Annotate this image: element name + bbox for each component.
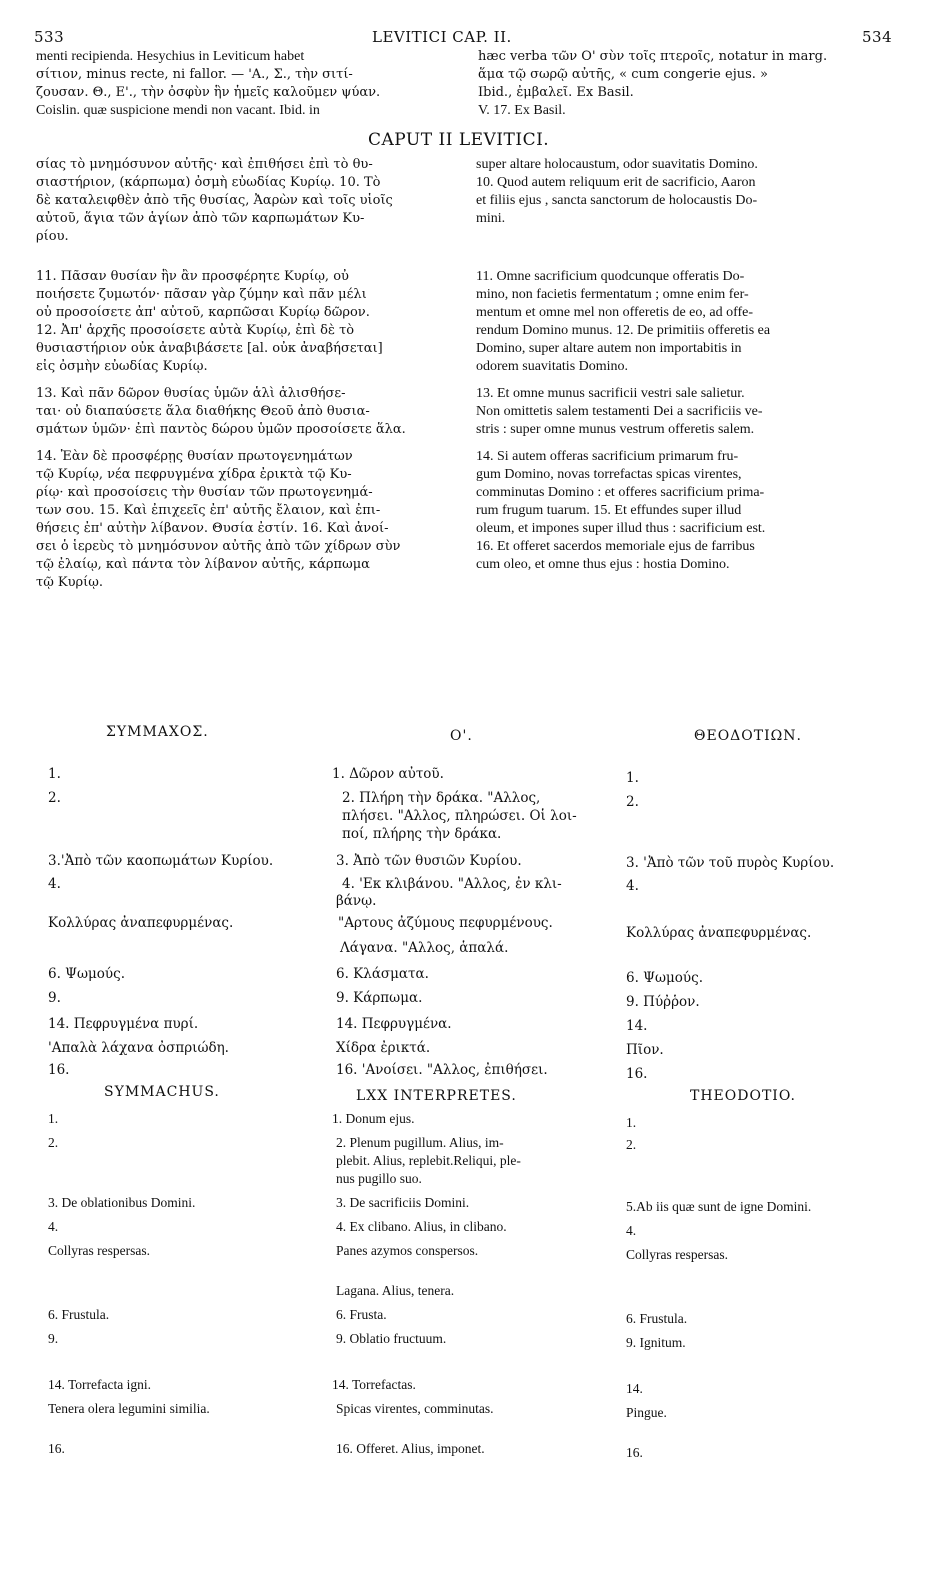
hexapla-greek-theodotion-10: 16.: [626, 1066, 648, 1082]
text-line: Non omittetis salem testamenti Dei a sacrificiis ve-: [476, 404, 763, 419]
hexapla-greek-lxx-2: 2. Πλήρη τὴν δράκα. "Αλλος,: [342, 790, 541, 806]
text-line: εἰς ὀσμὴν εὐωδίας Κυρίῳ.: [36, 359, 208, 374]
hexapla-greek-theodotion-7: 9. Πύῤῥον.: [626, 994, 700, 1010]
note-line: ἅμα τῷ σωρῷ αὐτῆς, « cum congerie ejus. »: [478, 67, 768, 82]
hexapla-greek-lxx-5: 3. Ἀπὸ τῶν θυσιῶν Κυρίου.: [336, 853, 522, 869]
text-line: rendum Domino munus. 12. De primitiis offeretis ea: [476, 323, 771, 338]
hexapla-latin-theodotion-9: Pingue.: [626, 1405, 667, 1420]
hexapla-latin-header-theodotion: THEODOTIO.: [690, 1088, 796, 1104]
hexapla-latin-lxx-6: 4. Ex clibano. Alius, in clibano.: [336, 1219, 507, 1234]
hexapla-latin-theodotion-7: 9. Ignitum.: [626, 1335, 686, 1350]
hexapla-latin-theodotion-8: 14.: [626, 1381, 643, 1396]
hexapla-latin-symmachus-5: Collyras respersas.: [48, 1243, 150, 1258]
text-line: stris : super omne munus vestrum offeretis salem.: [476, 422, 755, 437]
hexapla-latin-theodotion-4: 4.: [626, 1223, 637, 1238]
latin-paragraph: [476, 268, 912, 376]
text-line: et filiis ejus , sancta sanctorum de holocaustis Do-: [476, 193, 758, 208]
text-line: mini.: [476, 211, 506, 226]
latin-paragraph: [476, 156, 912, 228]
hexapla-greek-lxx-11: 9. Κάρπωμα.: [336, 990, 423, 1006]
hexapla-greek-lxx-9: Λάγανα. "Αλλος, ἁπαλά.: [340, 940, 509, 956]
latin-paragraph: [476, 448, 912, 574]
note-line: Ibid., ἐμβαλεῖ. Ex Basil.: [478, 85, 634, 100]
hexapla-latin-symmachus-3: 3. De oblationibus Domini.: [48, 1195, 196, 1210]
note-line: σίτιον, minus recte, ni fallor. — 'Α., Σ., τὴν σιτί-: [36, 67, 353, 82]
running-title: LEVITICI CAP. II.: [372, 28, 512, 46]
hexapla-latin-lxx-10: 9. Oblatio fructuum.: [336, 1331, 447, 1346]
greek-paragraph: [36, 268, 466, 376]
text-line: σιαστήριον, (κάρπωμα) ὀσμὴ εὐωδίας Κυρίῳ. 10. Τὸ: [36, 175, 381, 190]
caput-title: CAPUT II LEVITICI.: [368, 130, 550, 150]
note-line: ζουσαν. Θ., Ε'., τὴν ὀσφὺν ἣν ἡμεῖς καλοῦμεν ψύαν.: [36, 85, 381, 100]
hexapla-greek-theodotion-2: 2.: [626, 794, 639, 810]
hexapla-greek-lxx-12: 14. Πεφρυγμένα.: [336, 1016, 452, 1032]
greek-paragraph: [36, 156, 466, 246]
hexapla-greek-symmachus-6: 6. Ψωμούς.: [48, 966, 125, 982]
text-line: super altare holocaustum, odor suavitatis Domino.: [476, 157, 758, 172]
page-number-left: 533: [34, 28, 65, 46]
text-line: σμάτων ὑμῶν· ἐπὶ παντὸς δώρου ὑμῶν προσοίσετε ἅλα.: [36, 422, 406, 437]
text-line: δὲ καταλειφθὲν ἀπὸ τῆς θυσίας, Ἀαρὼν καὶ τοῖς υἱοῖς: [36, 193, 393, 208]
hexapla-latin-symmachus-4: 4.: [48, 1219, 59, 1234]
hexapla-latin-symmachus-9: Tenera olera legumini similia.: [48, 1401, 210, 1416]
text-line: ρίῳ· καὶ προσοίσεις τὴν θυσίαν τῶν πρωτογενημά-: [36, 485, 373, 500]
text-line: αὐτοῦ, ἅγια τῶν ἁγίων ἀπὸ τῶν καρπωμάτων Κυ-: [36, 211, 365, 226]
hexapla-greek-symmachus-7: 9.: [48, 990, 61, 1006]
hexapla-greek-lxx-13: Χίδρα ἐρικτά.: [336, 1040, 431, 1056]
text-line: comminutas Domino : et offeres sacrificium prima-: [476, 485, 765, 500]
text-line: ται· οὐ διαπαύσετε ἅλα διαθήκης Θεοῦ ἀπὸ θυσια-: [36, 404, 370, 419]
hexapla-greek-header-lxx: Ο'.: [450, 728, 473, 744]
text-line: ρίου.: [36, 229, 69, 244]
hexapla-greek-header-theodotion: ΘΕΟΔΟΤΙΩΝ.: [694, 728, 802, 744]
text-line: 10. Quod autem reliquum erit de sacrificio, Aaron: [476, 175, 756, 190]
text-line: 14. Ἐὰν δὲ προσφέρῃς θυσίαν πρωτογενημάτων: [36, 449, 353, 464]
hexapla-greek-theodotion-3: 3. 'Ἀπὸ τῶν τοῦ πυρὸς Κυρίου.: [626, 855, 835, 871]
hexapla-greek-lxx-4: ποί, πλήρης τὴν δράκα.: [342, 826, 502, 842]
hexapla-latin-theodotion-3: 5.Ab iis quæ sunt de igne Domini.: [626, 1199, 812, 1214]
hexapla-greek-theodotion-6: 6. Ψωμούς.: [626, 970, 703, 986]
hexapla-latin-symmachus-7: 9.: [48, 1331, 59, 1346]
text-line: σει ὁ ἱερεὺς τὸ μνημόσυνον αὐτῆς ἀπὸ τῶν χίδρων σὺν: [36, 539, 401, 554]
hexapla-greek-theodotion-8: 14.: [626, 1018, 648, 1034]
text-line: τῷ Κυρίῳ, νέα πεφρυγμένα χίδρα ἐρικτὰ τῷ Κυ-: [36, 467, 352, 482]
text-line: 12. Ἀπ' ἀρχῆς προσοίσετε αὐτὰ Κυρίῳ, ἐπὶ δὲ τὸ: [36, 323, 355, 338]
note-line: V. 17. Ex Basil.: [478, 103, 566, 118]
hexapla-greek-symmachus-5: Κολλύρας ἀναπεφυρμένας.: [48, 915, 234, 931]
text-line: των σου. 15. Καὶ ἐπιχεεῖς ἐπ' αὐτῆς ἔλαιον, καὶ ἐπι-: [36, 503, 381, 518]
hexapla-greek-theodotion-5: Κολλύρας ἀναπεφυρμένας.: [626, 925, 812, 941]
hexapla-latin-header-lxx: LXX INTERPRETES.: [356, 1088, 517, 1104]
hexapla-greek-symmachus-9: 'Απαλὰ λάχανα ὀσπριώδη.: [48, 1040, 229, 1056]
text-line: 13. Et omne munus sacrificii vestri sale salietur.: [476, 386, 745, 401]
hexapla-latin-theodotion-10: 16.: [626, 1445, 643, 1460]
hexapla-latin-lxx-9: 6. Frusta.: [336, 1307, 387, 1322]
hexapla-greek-symmachus-3: 3.'Ἀπὸ τῶν καοπωμάτων Κυρίου.: [48, 853, 274, 869]
hexapla-latin-lxx-12: Spicas virentes, comminutas.: [336, 1401, 494, 1416]
hexapla-greek-theodotion-4: 4.: [626, 878, 639, 894]
hexapla-greek-symmachus-10: 16.: [48, 1062, 70, 1078]
hexapla-latin-lxx-13: 16. Offeret. Alius, imponet.: [336, 1441, 485, 1456]
note-line: menti recipienda. Hesychius in Leviticum habet: [36, 49, 305, 64]
hexapla-greek-theodotion-9: Πῖον.: [626, 1042, 664, 1058]
hexapla-greek-lxx-14: 16. 'Ανοίσει. "Αλλος, ἐπιθήσει.: [336, 1062, 548, 1078]
hexapla-greek-lxx-1: 1. Δῶρον αὐτοῦ.: [332, 766, 444, 782]
hexapla-greek-symmachus-1: 1.: [48, 766, 61, 782]
text-line: τῷ ἐλαίῳ, καὶ πάντα τὸν λίβανον αὐτῆς, κάρπωμα: [36, 557, 370, 572]
text-line: cum oleo, et omne thus ejus : hostia Domino.: [476, 557, 730, 572]
hexapla-latin-lxx-1: 1. Donum ejus.: [332, 1111, 415, 1126]
text-line: oleum, et impones super illud thus : sacrificium est.: [476, 521, 766, 536]
hexapla-latin-theodotion-5: Collyras respersas.: [626, 1247, 728, 1262]
text-line: θήσεις ἐπ' αὐτὴν λίβανον. Θυσία ἐστίν. 16. Καὶ ἀνοί-: [36, 521, 389, 536]
note-line: hæc verba τῶν Ο' σὺν τοῖς πτεροῖς, notatur in marg.: [478, 49, 828, 64]
hexapla-latin-lxx-8: Lagana. Alius, tenera.: [336, 1283, 455, 1298]
hexapla-latin-lxx-3: plebit. Alius, replebit.Reliqui, ple-: [336, 1153, 521, 1168]
hexapla-latin-lxx-2: 2. Plenum pugillum. Alius, im-: [336, 1135, 504, 1150]
text-line: 11. Πᾶσαν θυσίαν ἣν ἂν προσφέρητε Κυρίῳ, οὐ: [36, 269, 349, 284]
hexapla-greek-symmachus-8: 14. Πεφρυγμένα πυρί.: [48, 1016, 199, 1032]
hexapla-greek-symmachus-2: 2.: [48, 790, 61, 806]
text-line: 11. Omne sacrificium quodcunque offeratis Do-: [476, 269, 745, 284]
page-number-right: 534: [862, 28, 893, 46]
hexapla-latin-lxx-4: nus pugillo suo.: [336, 1171, 422, 1186]
hexapla-latin-symmachus-8: 14. Torrefacta igni.: [48, 1377, 152, 1392]
hexapla-latin-symmachus-6: 6. Frustula.: [48, 1307, 110, 1322]
text-line: οὐ προσοίσετε ἀπ' αὐτοῦ, καρπῶσαι Κυρίῳ δῶρον.: [36, 305, 370, 320]
hexapla-latin-lxx-7: Panes azymos conspersos.: [336, 1243, 479, 1258]
hexapla-greek-lxx-10: 6. Κλάσματα.: [336, 966, 429, 982]
greek-paragraph: [36, 385, 466, 439]
text-line: mino, non facietis fermentatum ; omne enim fer-: [476, 287, 749, 302]
text-line: gum Domino, novas torrefactas spicas virentes,: [476, 467, 742, 482]
hexapla-latin-theodotion-2: 2.: [626, 1137, 637, 1152]
hexapla-latin-symmachus-1: 1.: [48, 1111, 59, 1126]
hexapla-greek-header-symmachus: ΣΥΜΜΑΧΟΣ.: [106, 724, 209, 740]
text-line: θυσιαστήριον οὐκ ἀναβιβάσετε [al. οὐκ ἀναβήσεται]: [36, 341, 383, 356]
hexapla-greek-theodotion-1: 1.: [626, 770, 639, 786]
text-line: 16. Et offeret sacerdos memoriale ejus de farribus: [476, 539, 755, 554]
hexapla-greek-lxx-8: "Αρτους ἀζύμους πεφυρμένους.: [338, 915, 553, 931]
text-line: 13. Καὶ πᾶν δῶρον θυσίας ὑμῶν ἁλὶ ἁλισθήσε-: [36, 386, 346, 401]
hexapla-latin-lxx-11: 14. Torrefactas.: [332, 1377, 416, 1392]
greek-text-column: [36, 156, 466, 592]
hexapla-latin-theodotion-6: 6. Frustula.: [626, 1311, 688, 1326]
note-line: Coislin. quæ suspicione mendi non vacant. Ibid. in: [36, 103, 320, 118]
text-line: Domino, super altare autem non importabitis in: [476, 341, 742, 356]
hexapla-latin-theodotion-1: 1.: [626, 1115, 637, 1130]
hexapla-greek-lxx-7: βάνῳ.: [336, 893, 377, 909]
text-line: rum frugum tuarum. 15. Et effundes super illud: [476, 503, 742, 518]
hexapla-latin-header-symmachus: SYMMACHUS.: [104, 1084, 220, 1100]
greek-paragraph: [36, 448, 466, 592]
latin-text-column: [476, 156, 912, 574]
top-notes-right: [478, 48, 827, 120]
top-notes-left: [36, 48, 380, 120]
text-line: ποιήσετε ζυμωτόν· πᾶσαν γὰρ ζύμην καὶ πᾶν μέλι: [36, 287, 367, 302]
text-line: σίας τὸ μνημόσυνον αὐτῆς· καὶ ἐπιθήσει ἐπὶ τὸ θυ-: [36, 157, 373, 172]
text-line: τῷ Κυρίῳ.: [36, 575, 104, 590]
latin-paragraph: [476, 385, 912, 439]
text-line: odorem suavitatis Domino.: [476, 359, 629, 374]
text-line: mentum et omne mel non offeretis de eo, ad offe-: [476, 305, 754, 320]
hexapla-greek-symmachus-4: 4.: [48, 876, 61, 892]
hexapla-greek-lxx-3: πλήσει. "Αλλος, πληρώσει. Οἱ λοι-: [342, 808, 577, 824]
hexapla-latin-symmachus-2: 2.: [48, 1135, 59, 1150]
hexapla-latin-lxx-5: 3. De sacrificiis Domini.: [336, 1195, 470, 1210]
hexapla-latin-symmachus-10: 16.: [48, 1441, 65, 1456]
text-line: 14. Si autem offeras sacrificium primarum fru-: [476, 449, 739, 464]
hexapla-greek-lxx-6: 4. 'Εκ κλιβάνου. "Αλλος, ἐν κλι-: [342, 876, 562, 892]
